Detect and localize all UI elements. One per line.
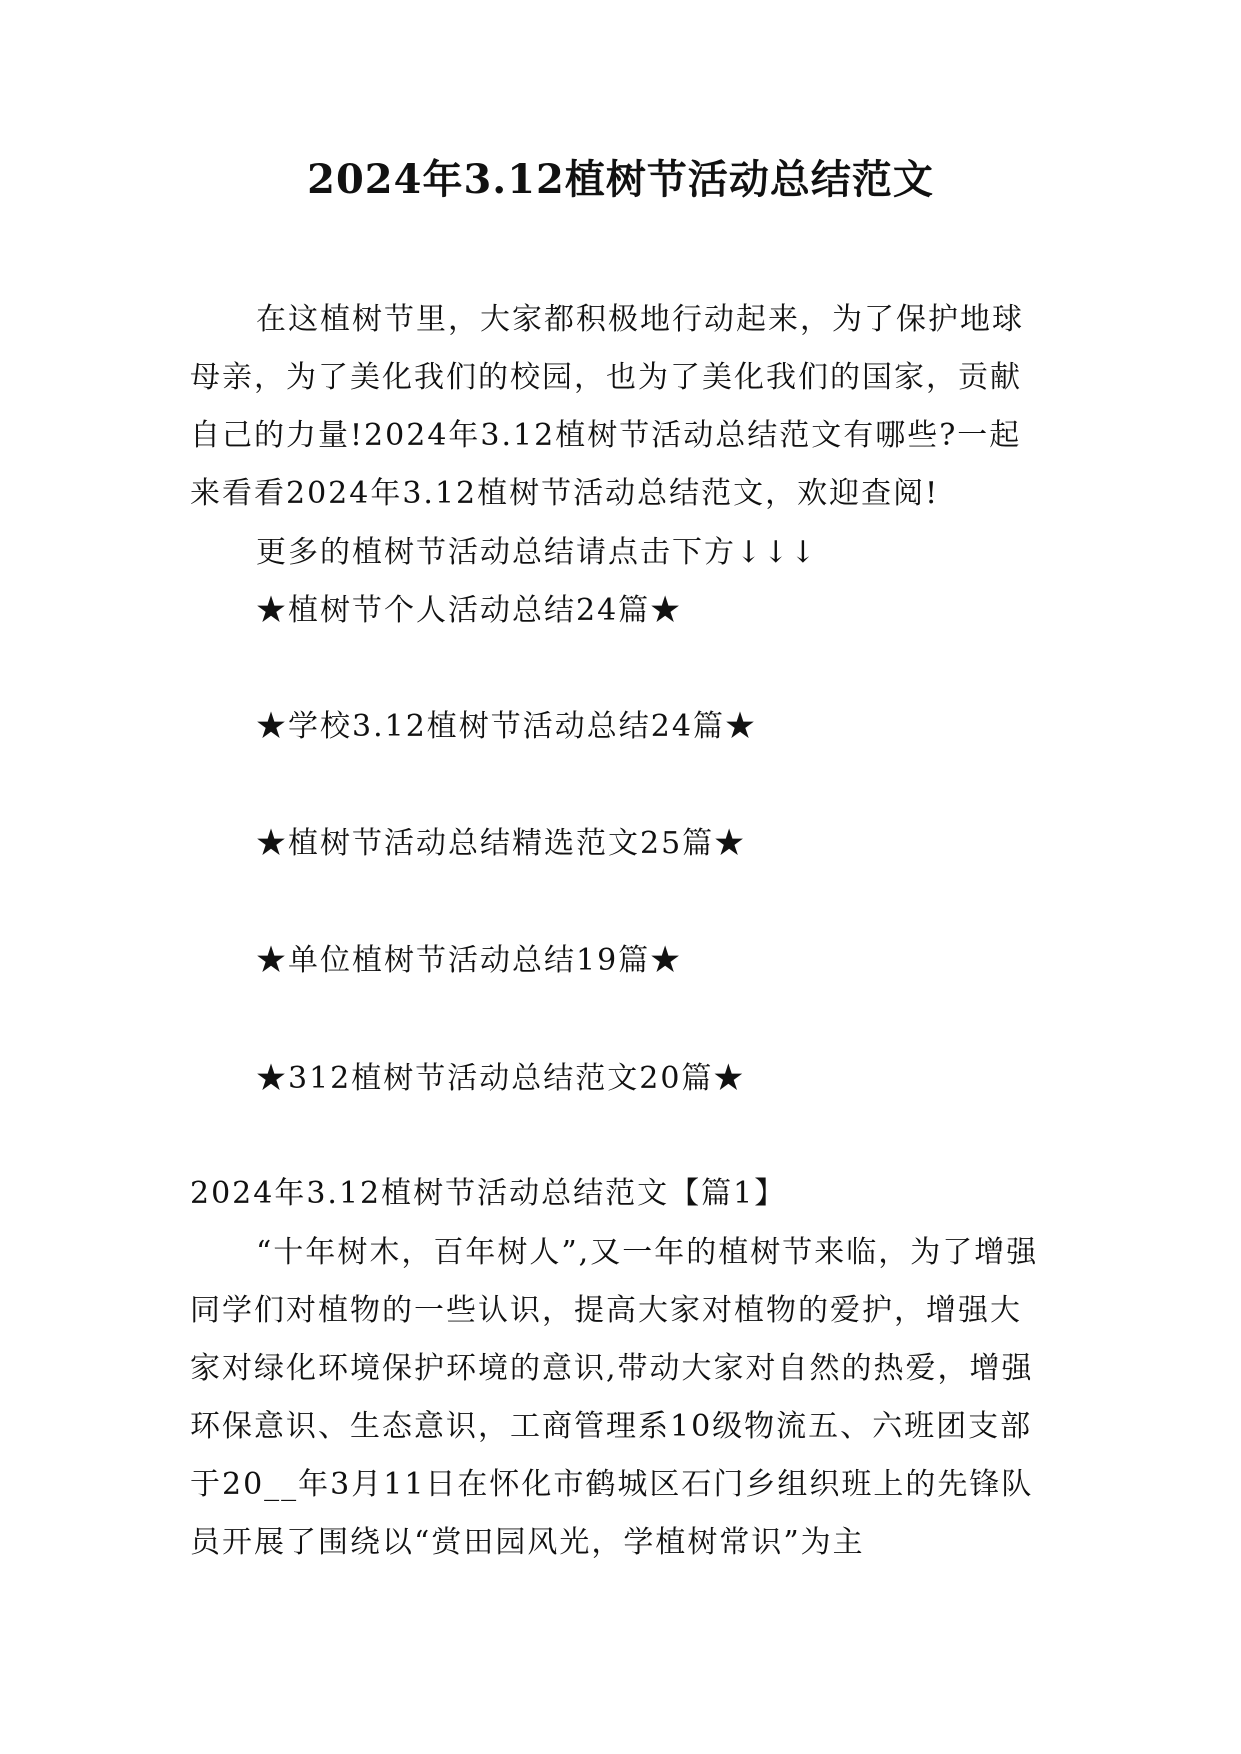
link-personal-summary[interactable]: ★植树节个人活动总结24篇★ <box>256 593 683 628</box>
intro-paragraph: 在这植树节里，大家都积极地行动起来，为了保护地球母亲，为了美化我们的校园，也为了美化我们的国家，贡献自己的力量!2024年3.12植树节活动总结范文有哪些?一起来看看2024年3.12植树节活动总结范文，欢迎查阅! <box>190 302 1024 511</box>
section-heading: 2024年3.12植树节活动总结范文【篇1】 <box>190 1176 787 1211</box>
link-312-summary[interactable]: ★312植树节活动总结范文20篇★ <box>256 1061 746 1096</box>
link-school-summary[interactable]: ★学校3.12植树节活动总结24篇★ <box>256 709 757 744</box>
link-selected-summary[interactable]: ★植树节活动总结精选范文25篇★ <box>256 826 747 861</box>
more-prompt: 更多的植树节活动总结请点击下方↓↓↓ <box>256 535 818 570</box>
section-paragraph: “十年树木，百年树人”,又一年的植树节来临，为了增强同学们对植物的一些认识，提高大家对植物的爱护，增强大家对绿化环境保护环境的意识,带动大家对自然的热爱，增强环保意识、生态意识，工商管理系10级物流五、六班团支部于20__年3月11日在怀化市鹤城区石门乡组织班上的先锋队员开展了围绕以“赏田园风光，学植树常识”为主 <box>190 1235 1039 1560</box>
document-title: 2024年3.12植树节活动总结范文 <box>307 156 934 203</box>
link-unit-summary[interactable]: ★单位植树节活动总结19篇★ <box>256 943 683 978</box>
